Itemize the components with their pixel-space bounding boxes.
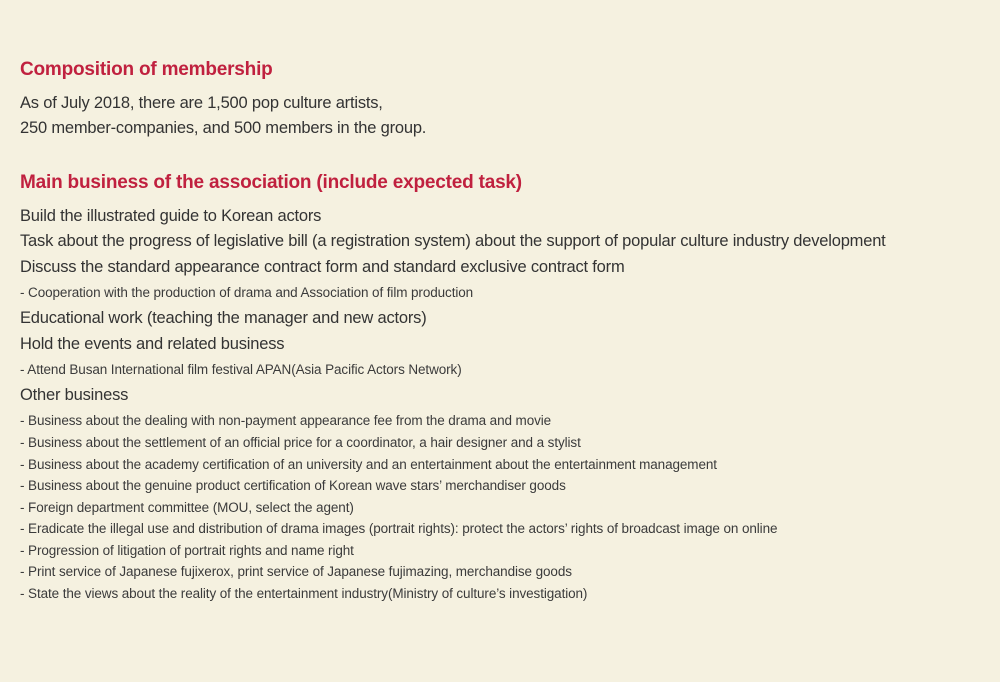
sub-line: - Eradicate the illegal use and distribution of drama images (portrait rights): protect the actors’ rights of broadcast image on online [20,521,778,537]
sub-line: - Business about the dealing with non-payment appearance fee from the drama and movie [20,413,552,429]
sub-line: - Progression of litigation of portrait rights and name right [20,542,354,558]
section-heading-main-business: Main business of the association (include expected task) [20,172,522,193]
body-line: Other business [20,385,129,404]
sub-line: - Attend Busan International film festival APAN(Asia Pacific Actors Network) [20,362,462,378]
body-line: Hold the events and related business [20,334,285,353]
body-line: Discuss the standard appearance contract form and standard exclusive contract form [20,257,625,276]
sub-line: - Business about the settlement of an official price for a coordinator, a hair designer and a stylist [20,434,581,450]
section-body-composition-of-membership [20,91,980,142]
section-composition-of-membership [20,58,980,142]
section-main-business [20,171,995,605]
body-line: As of July 2018, there are 1,500 pop culture artists, [20,93,383,112]
sub-line: - Business about the genuine product certification of Korean wave stars’ merchandiser goods [20,478,566,494]
sub-line: - State the views about the reality of the entertainment industry(Ministry of culture’s investigation) [20,586,588,602]
sub-line: - Foreign department committee (MOU, select the agent) [20,499,354,515]
body-line: Educational work (teaching the manager and new actors) [20,309,427,328]
sub-line: - Cooperation with the production of drama and Association of film production [20,285,474,301]
sub-line: - Business about the academy certification of an university and an entertainment about the entertainment management [20,456,717,472]
body-line: Build the illustrated guide to Korean actors [20,206,322,225]
section-heading-composition-of-membership: Composition of membership [20,59,273,80]
section-body-main-business [20,204,995,605]
body-line: 250 member-companies, and 500 members in the group. [20,119,427,138]
body-line: Task about the progress of legislative bill (a registration system) about the support of popular culture industry development [20,232,886,251]
sub-line: - Print service of Japanese fujixerox, print service of Japanese fujimazing, merchandise goods [20,564,572,580]
